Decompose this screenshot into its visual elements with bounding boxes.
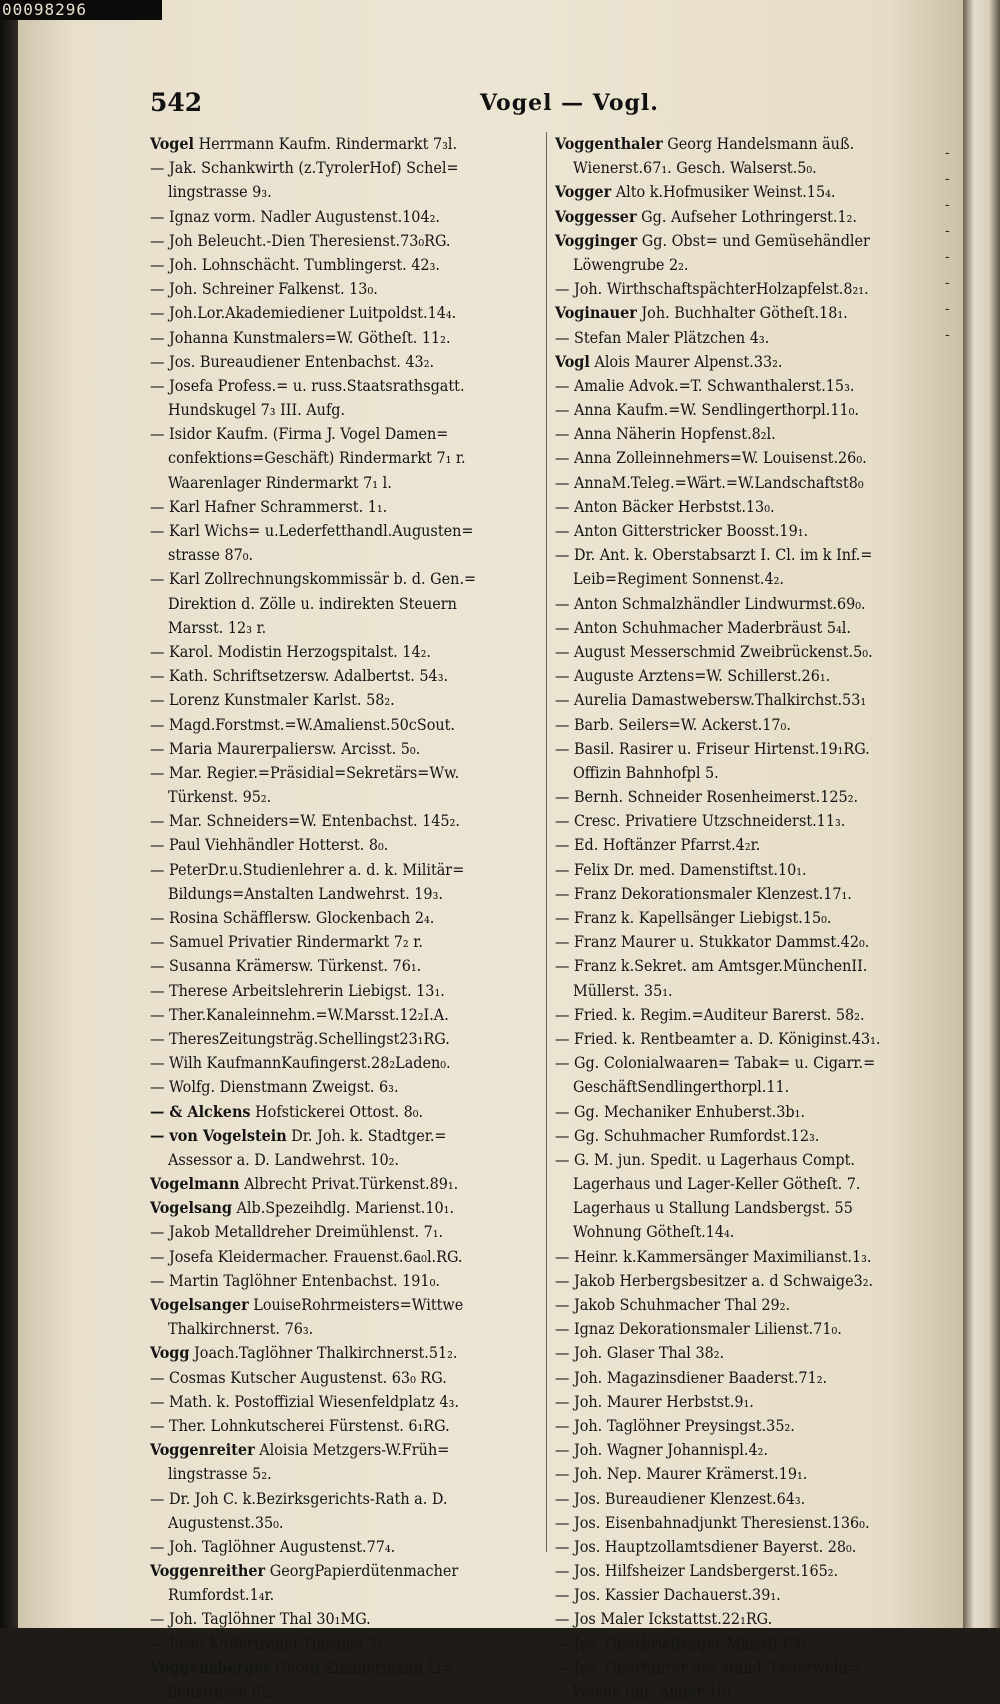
entry-text: Offizin Bahnhofpl 5. (573, 762, 719, 782)
directory-entry-line (150, 1535, 535, 1559)
entry-text: — Josefa Profess.= u. russ.Staatsrathsgatt. (150, 375, 465, 395)
entry-text: GeorgPapierdütenmacher (265, 1561, 459, 1581)
directory-entry-line (555, 374, 950, 398)
directory-entry-line (150, 1583, 535, 1607)
entry-text: lingstrasse 5₂. (168, 1464, 272, 1484)
entry-text: — Aurelia Damastwebersw.Thalkirchst.53₁ (555, 690, 867, 710)
directory-entry-line (555, 1656, 950, 1680)
entry-text: Bildungs=Anstalten Landwehrst. 19₃. (168, 883, 443, 903)
entry-text: Gg. Obst= und Gemüsehändler (637, 230, 870, 250)
entry-text: — Samuel Privatier Rindermarkt 7₂ r. (150, 932, 423, 952)
directory-entry-line (555, 761, 950, 785)
directory-entry-line (555, 567, 950, 591)
entry-text: — Jos Maler Ickstattst.22₁RG. (555, 1609, 773, 1629)
entry-text: LouiseRohrmeisters=Wittwe (248, 1295, 464, 1314)
column-divider (546, 132, 547, 1552)
directory-entry-line (555, 616, 950, 640)
entry-text: Herrmann Kaufm. Rindermarkt 7₃l. (194, 134, 458, 153)
entry-text: — Joh Beleucht.-Dien Theresienst.73₀RG. (150, 230, 451, 250)
directory-entry-line (555, 1051, 950, 1075)
directory-entry-line (150, 906, 535, 930)
entry-surname: Vogg (150, 1343, 190, 1363)
entry-text: Hundskugel 7₃ III. Aufg. (168, 400, 346, 420)
directory-entry-line (555, 833, 950, 857)
entry-text: — Ignaz vorm. Nadler Augustenst.104₂. (150, 206, 440, 226)
directory-entry-line (150, 616, 535, 640)
directory-entry-line (555, 1027, 950, 1051)
directory-entry-line (150, 350, 535, 374)
entry-text: — Ther.Kanaleinnehm.=W.Marsst.12₂I.A. (150, 1004, 449, 1024)
entry-text: — Jos. Bureaudiener Entenbachst. 43₂. (150, 351, 435, 371)
page-header (150, 88, 940, 124)
entry-text: — Barb. Seilers=W. Ackerst.17₀. (555, 714, 791, 734)
entry-text: — Joh. Lohnschächt. Tumblingerst. 42₃. (150, 254, 440, 274)
entry-text: — Franz k. Kapellsänger Liebigst.15₀. (555, 908, 832, 927)
entry-text: — Jakob Herbergsbesitzer a. d Schwaige3₂. (555, 1270, 874, 1290)
directory-entry-line (555, 640, 950, 664)
directory-entry-line (555, 1462, 950, 1486)
entry-text: Joach.Taglöhner Thalkirchnerst.51₂. (189, 1343, 458, 1363)
entry-text: Alb.Spezeihdlg. Marienst.10₁. (231, 1198, 455, 1218)
directory-entry-line (150, 1245, 535, 1269)
directory-entry-line (555, 253, 950, 277)
directory-entry-line (555, 1341, 950, 1365)
entry-text: Wienerst.67₁. Gesch. Walserst.5₀. (573, 158, 817, 178)
directory-entry-line (150, 785, 535, 809)
entry-surname: Vogelmann (150, 1174, 240, 1194)
entry-text: — Joh. Taglöhner Augustenst.77₄. (150, 1536, 396, 1556)
entry-text: — Jakob Metalldreher Dreimühlenst. 7₁. (150, 1222, 444, 1242)
entry-text: — Josefa Kleidermacher. Frauenst.6a₀l.RG. (150, 1246, 463, 1266)
directory-entry-line (150, 471, 535, 495)
entry-text: — Jak. Schankwirth (z.TyrolerHof) Schel= (150, 158, 459, 178)
entry-surname: Voggenthaler (555, 134, 663, 153)
entry-text: Wohnung Götheſt.14₄. (573, 1222, 735, 1242)
entry-surname: Vogginger (555, 230, 638, 250)
entry-surname: Vogelsang (150, 1198, 232, 1218)
directory-entry-line (150, 1607, 535, 1631)
page-number: 542 (150, 88, 203, 117)
entry-text: — AnnaM.Teleg.=Wärt.=W.Landschaftst8₀ (555, 472, 864, 492)
entry-text: — Dr. Joh C. k.Bezirksgerichts-Rath a. D. (150, 1488, 448, 1508)
entry-text: — Karol. Modistin Herzogspitalst. 14₂. (150, 641, 431, 661)
entry-text: — Jos. Hilfsheizer Landsbergerst.165₂. (555, 1561, 839, 1581)
entry-text: — Jos. Hauptzollamtsdiener Bayerst. 28₀. (555, 1536, 857, 1556)
entry-text: Assessor a. D. Landwehrst. 10₂. (168, 1149, 399, 1169)
entry-text: — Math. k. Postoffizial Wiesenfeldplatz 4₃. (150, 1391, 459, 1411)
directory-entry-line (555, 858, 950, 882)
directory-entry-line (150, 205, 535, 229)
directory-entry-line (150, 156, 535, 180)
directory-entry-line (150, 930, 535, 954)
directory-entry-line (555, 471, 950, 495)
adjacent-page-fragment: - - - - - - - - (945, 145, 950, 343)
directory-entry-line (555, 737, 950, 761)
entry-text: — Amalie Advok.=T. Schwanthalerst.15₃. (555, 375, 855, 395)
entry-text: Rumfordst.1₄r. (168, 1585, 275, 1605)
directory-entry-line (150, 664, 535, 688)
directory-entry-line (555, 277, 950, 301)
entry-text: — Joh. Glaser Thal 38₂. (555, 1343, 725, 1363)
entry-text: — Gg. Schuhmacher Rumfordst.12₃. (555, 1125, 820, 1145)
directory-entry-line (150, 446, 535, 470)
entry-text: — Franz Dekorationsmaler Klenzest.17₁. (555, 883, 852, 903)
directory-entry-line (555, 1414, 950, 1438)
entry-text: Augustenst.35₀. (168, 1512, 284, 1532)
entry-text: — Fried. k. Regim.=Auditeur Barerst. 58₂. (555, 1004, 865, 1024)
directory-entry-line (555, 906, 950, 930)
entry-text: Wache unt. Anger 10₁. (573, 1682, 737, 1701)
entry-text: — Anton Gitterstricker Boosst.19₁. (555, 521, 809, 540)
entry-text: — Susanna Krämersw. Türkenst. 76₁. (150, 956, 422, 976)
directory-entry-line (150, 326, 535, 350)
entry-text: — Therese Arbeitslehrerin Liebigst. 13₁. (150, 980, 445, 1000)
directory-entry-line (555, 1196, 950, 1220)
directory-entry-line (150, 1680, 535, 1704)
directory-entry-line (555, 205, 950, 229)
entry-text: — Joh.Lor.Akademiediener Luitpoldst.14₄. (150, 303, 457, 323)
directory-entry-line (555, 1632, 950, 1656)
entry-text: confektions=Geschäft) Rindermarkt 7₁ r. (168, 448, 466, 468)
directory-entry-line (555, 1075, 950, 1099)
directory-entry-line (150, 713, 535, 737)
entry-text: strasse 87₀. (168, 545, 254, 565)
entry-text: — Kath. Schriftsetzersw. Adalbertst. 54₃. (150, 666, 449, 686)
directory-entry-line (555, 1583, 950, 1607)
directory-entry-line (555, 156, 950, 180)
directory-entry-line (555, 180, 950, 204)
directory-entry-line (555, 713, 950, 737)
directory-entry-line (555, 688, 950, 712)
directory-entry-line (555, 519, 950, 543)
entry-text: Marsst. 12₃ r. (168, 617, 267, 637)
directory-entry-line (150, 1269, 535, 1293)
entry-text: — G. M. jun. Spedit. u Lagerhaus Compt. (555, 1149, 855, 1169)
directory-entry-line (150, 882, 535, 906)
entry-text: — Jos. Kassier Dachauerst.39₁. (555, 1585, 781, 1605)
directory-entry-line (555, 954, 950, 978)
entry-text: — Karl Zollrechnungskommissär b. d. Gen.= (150, 569, 477, 589)
entry-text: — Basil. Rasirer u. Friseur Hirtenst.19₁RG. (555, 738, 870, 758)
entry-text: GeschäftSendlingerthorpl.11. (573, 1077, 790, 1097)
directory-entry-line (555, 882, 950, 906)
directory-entry-line (150, 1075, 535, 1099)
directory-entry-line (150, 1341, 535, 1365)
entry-text: — Joh. Maurer Herbstst.9₁. (555, 1391, 754, 1411)
directory-entry-line (555, 132, 950, 156)
directory-entry-line (150, 737, 535, 761)
entry-text: Joh. Buchhalter Götheſt.18₁. (636, 303, 848, 323)
directory-entry-line (150, 809, 535, 833)
directory-entry-line (150, 1438, 535, 1462)
directory-entry-line (555, 1511, 950, 1535)
directory-entry-line (555, 1172, 950, 1196)
entry-text: Müllerst. 35₁. (573, 980, 673, 1000)
directory-entry-line (150, 1220, 535, 1244)
directory-entry-line (555, 1535, 950, 1559)
entry-text: — PeterDr.u.Studienlehrer a. d. k. Militär= (150, 859, 465, 879)
entry-text: Löwengrube 2₂. (573, 254, 689, 274)
entry-text: — Fried. k. Rentbeamter a. D. Königinst.43₁. (555, 1028, 881, 1048)
entry-text: — Lorenz Kunstmaler Karlst. 58₂. (150, 690, 395, 710)
directory-entry-line (555, 1269, 950, 1293)
entry-surname: Vogel (150, 134, 194, 153)
directory-entry-line (150, 1124, 535, 1148)
directory-entry-line (555, 930, 950, 954)
directory-entry-line (150, 1487, 535, 1511)
directory-entry-line (150, 495, 535, 519)
entry-text: — Anna Zolleinnehmers=W. Louisenst.26₀. (555, 448, 867, 468)
entry-text: lienstrasse 62₂. (168, 1682, 281, 1701)
directory-entry-line (150, 132, 535, 156)
directory-entry-line (555, 592, 950, 616)
directory-entry-line (150, 1632, 535, 1656)
directory-entry-line (150, 1366, 535, 1390)
directory-entry-line (150, 1462, 535, 1486)
directory-entry-line (555, 446, 950, 470)
entry-text: — Felix Dr. med. Damenstiftst.10₁. (555, 859, 807, 879)
directory-entry-line (555, 1220, 950, 1244)
directory-entry-line (555, 1390, 950, 1414)
entry-text: — Wolfg. Dienstmann Zweigst. 6₃. (150, 1077, 399, 1097)
entry-text: Albrecht Privat.Türkenst.89₁. (239, 1174, 459, 1194)
entry-text: — August Messerschmid Zweibrückenst.5₀. (555, 641, 873, 661)
directory-entry-line (150, 979, 535, 1003)
directory-entry-line (555, 543, 950, 567)
directory-entry-line (555, 1680, 950, 1704)
entry-text: — Joh. Wagner Johannispl.4₂. (555, 1440, 768, 1460)
directory-entry-line (555, 301, 950, 325)
directory-entry-line (150, 640, 535, 664)
entry-text: — Karl Wichs= u.Lederfetthandl.Augusten= (150, 521, 474, 540)
entry-text: Thalkirchnerst. 76₃. (168, 1319, 314, 1339)
entry-text: — Paul Viehhändler Hotterst. 8₀. (150, 835, 389, 855)
directory-entry-line (555, 422, 950, 446)
entry-text: — Mar. Regier.=Präsidial=Sekretärs=Ww. (150, 762, 460, 782)
entry-text: — Joh. Nep. Maurer Krämerst.19₁. (555, 1464, 808, 1484)
directory-entry-line (150, 1390, 535, 1414)
directory-entry-line (555, 1366, 950, 1390)
directory-entry-line (150, 1100, 535, 1124)
directory-entry-line (150, 1148, 535, 1172)
entry-text: — Joh. Schreiner Falkenst. 13₀. (150, 279, 378, 299)
entry-text: Hofstickerei Ottost. 8₀. (250, 1101, 424, 1121)
entry-text: — Johanna Kunstmalers=W. Götheſt. 11₂. (150, 327, 451, 347)
entry-text: — Gg. Colonialwaaren= Tabak= u. Cigarr.= (555, 1053, 876, 1073)
entry-text: — Ther. Lohnkutscherei Fürstenst. 6₁RG. (150, 1415, 450, 1435)
directory-entry-line (150, 1196, 535, 1220)
entry-text: Gg. Aufseher Lothringerst.1₂. (636, 206, 857, 226)
directory-entry-line (555, 1559, 950, 1583)
directory-column-left (150, 132, 535, 1704)
entry-text: — Gg. Mechaniker Enhuberst.3b₁. (555, 1101, 805, 1121)
running-head: Vogel — Vogl. (480, 90, 659, 116)
directory-entry-line (150, 1656, 535, 1680)
directory-entry-line (555, 1100, 950, 1124)
directory-entry-line (555, 1293, 950, 1317)
directory-entry-line (150, 1172, 535, 1196)
entry-text: — Wilh KaufmannKaufingerst.28₂Laden₀. (150, 1053, 451, 1073)
entry-text: — Anna Kaufm.=W. Sendlingerthorpl.11₀. (555, 400, 859, 420)
directory-entry-line (150, 761, 535, 785)
directory-entry-line (150, 1414, 535, 1438)
directory-entry-line (150, 954, 535, 978)
directory-entry-line (555, 326, 950, 350)
entry-text: — Franz k.Sekret. am Amtsger.MünchenII. (555, 956, 868, 976)
entry-text: Lagerhaus und Lager-Keller Götheſt. 7. (573, 1174, 861, 1194)
directory-entry-line (150, 833, 535, 857)
entry-text: — Bernh. Schneider Rosenheimerst.125₂. (555, 787, 859, 807)
entry-text: — Joh. Taglöhner Preysingst.35₂. (555, 1415, 795, 1435)
entry-surname: Vogger (555, 182, 612, 202)
directory-column-right (555, 132, 950, 1704)
entry-text: Alto k.Hofmusiker Weinst.15₄. (611, 182, 836, 202)
entry-text: Georg Zimmermann Li= (270, 1657, 454, 1677)
entry-text: — Anton Schuhmacher Maderbräust 5₄l. (555, 617, 851, 637)
directory-entry-line (150, 1293, 535, 1317)
directory-entry-line (150, 180, 535, 204)
directory-entry-line (555, 495, 950, 519)
directory-entry-line (150, 858, 535, 882)
directory-entry-line (555, 229, 950, 253)
directory-entry-line (150, 277, 535, 301)
entry-surname: Voggenreiter (150, 1440, 255, 1460)
directory-entry-line (150, 543, 535, 567)
entry-text: — Josef Kofferträger Hasenst.7₁. (150, 1633, 388, 1653)
directory-entry-line (150, 398, 535, 422)
directory-entry-line (555, 1487, 950, 1511)
entry-text: — Joh. WirthschaftspächterHolzapfelst.8₂₁. (555, 279, 869, 299)
entry-surname: — von Vogelstein (150, 1125, 287, 1145)
entry-text: — Jos. Eisenbahnadjunkt Theresienst.136₀. (555, 1512, 870, 1532)
entry-text: — Dr. Ant. k. Oberstabsarzt I. Cl. im k Inf.= (555, 545, 873, 565)
entry-surname: Voggenreither (150, 1561, 266, 1581)
directory-entry-line (150, 301, 535, 325)
directory-entry-line (555, 1245, 950, 1269)
entry-text: Direktion d. Zölle u. indirekten Steuern (168, 593, 457, 613)
entry-surname: Voginauer (555, 303, 637, 323)
entry-text: Georg Handelsmann äuß. (662, 134, 855, 153)
directory-entry-line (555, 1148, 950, 1172)
directory-entry-line (150, 374, 535, 398)
next-page-edge (963, 0, 1000, 1628)
entry-text: — Magd.Forstmst.=W.Amalienst.50cSout. (150, 714, 455, 734)
entry-text: — Mar. Schneiders=W. Entenbachst. 145₂. (150, 811, 460, 831)
directory-entry-line (555, 664, 950, 688)
entry-text: — Joh. Magazinsdiener Baaderst.71₂. (555, 1367, 828, 1387)
directory-entry-line (150, 1559, 535, 1583)
entry-text: — Cosmas Kutscher Augustenst. 63₀ RG. (150, 1367, 447, 1387)
entry-text: Leib=Regiment Sonnenst.4₂. (573, 569, 784, 589)
entry-text: Lagerhaus u Stallung Landsbergst. 55 (573, 1198, 853, 1218)
directory-entry-line (150, 229, 535, 253)
entry-text: — Jos. Oberbriefträger Maistſt.64₂. (555, 1633, 812, 1653)
entry-text: Türkenst. 95₂. (168, 787, 272, 807)
entry-text: — Anton Schmalzhändler Lindwurmst.69₀. (555, 593, 866, 613)
entry-text: — Jakob Schuhmacher Thal 29₂. (555, 1295, 791, 1314)
entry-surname: Voggensberger (150, 1657, 271, 1677)
entry-text: — Anna Näherin Hopfenst.8₂l. (555, 424, 776, 444)
directory-entry-line (555, 1124, 950, 1148)
entry-text: — Isidor Kaufm. (Firma J. Vogel Damen= (150, 424, 449, 444)
entry-text: Waarenlager Rindermarkt 7₁ l. (168, 472, 392, 492)
entry-text: Aloisia Metzgers-W.Früh= (254, 1440, 450, 1460)
directory-entry-line (555, 1438, 950, 1462)
entry-text: lingstrasse 9₃. (168, 182, 272, 202)
entry-text: — Rosina Schäfflersw. Glockenbach 2₄. (150, 908, 435, 927)
entry-text: — Karl Hafner Schrammerst. 1₁. (150, 496, 388, 516)
directory-entry-line (150, 1317, 535, 1341)
directory-entry-line (150, 592, 535, 616)
entry-text: — Heinr. k.Kammersänger Maximilianst.1₃. (555, 1246, 872, 1266)
entry-text: — Maria Maurerpaliersw. Arcisst. 5₀. (150, 738, 421, 758)
entry-surname: Voggesser (555, 206, 637, 226)
entry-text: — Anton Bäcker Herbstst.13₀. (555, 496, 775, 516)
entry-text: — Jos. Bureaudiener Klenzest.64₃. (555, 1488, 806, 1508)
entry-text: — Joh. Taglöhner Thal 30₁MG. (150, 1609, 371, 1629)
directory-entry-line (555, 1003, 950, 1027)
directory-entry-line (150, 422, 535, 446)
directory-entry-line (555, 398, 950, 422)
entry-text: Alois Maurer Alpenst.33₂. (589, 351, 783, 371)
directory-entry-line (150, 1051, 535, 1075)
entry-text: — Martin Taglöhner Entenbachst. 191₀. (150, 1270, 440, 1290)
directory-entry-line (150, 1027, 535, 1051)
directory-entry-line (555, 1607, 950, 1631)
entry-text: — Ignaz Dekorationsmaler Lilienst.71₀. (555, 1319, 842, 1339)
entry-surname: — & Alckens (150, 1101, 251, 1121)
scan-id-label: 00098296 (0, 0, 162, 20)
directory-entry-line (555, 785, 950, 809)
entry-text: — Jos. Oberführer der ständ. Feuerwehr= (555, 1657, 862, 1677)
directory-entry-line (555, 809, 950, 833)
directory-entry-line (150, 1511, 535, 1535)
directory-entry-line (150, 567, 535, 591)
entry-text: — TheresZeitungsträg.Schellingst23₁RG. (150, 1028, 450, 1048)
entry-text: — Ed. Hoftänzer Pfarrst.4₂r. (555, 835, 761, 855)
entry-text: Dr. Joh. k. Stadtger.= (286, 1125, 447, 1145)
entry-text: — Auguste Arztens=W. Schillerst.26₁. (555, 666, 831, 686)
directory-entry-line (150, 1003, 535, 1027)
entry-text: — Cresc. Privatiere Utzschneiderst.11₃. (555, 811, 846, 831)
entry-text: — Stefan Maler Plätzchen 4₃. (555, 327, 770, 347)
entry-text: — Franz Maurer u. Stukkator Dammst.42₀. (555, 932, 870, 952)
directory-entry-line (555, 350, 950, 374)
directory-entry-line (150, 688, 535, 712)
directory-entry-line (555, 1317, 950, 1341)
entry-surname: Vogelsanger (150, 1295, 249, 1314)
directory-entry-line (150, 519, 535, 543)
directory-entry-line (150, 253, 535, 277)
directory-entry-line (555, 979, 950, 1003)
entry-surname: Vogl (555, 351, 590, 371)
